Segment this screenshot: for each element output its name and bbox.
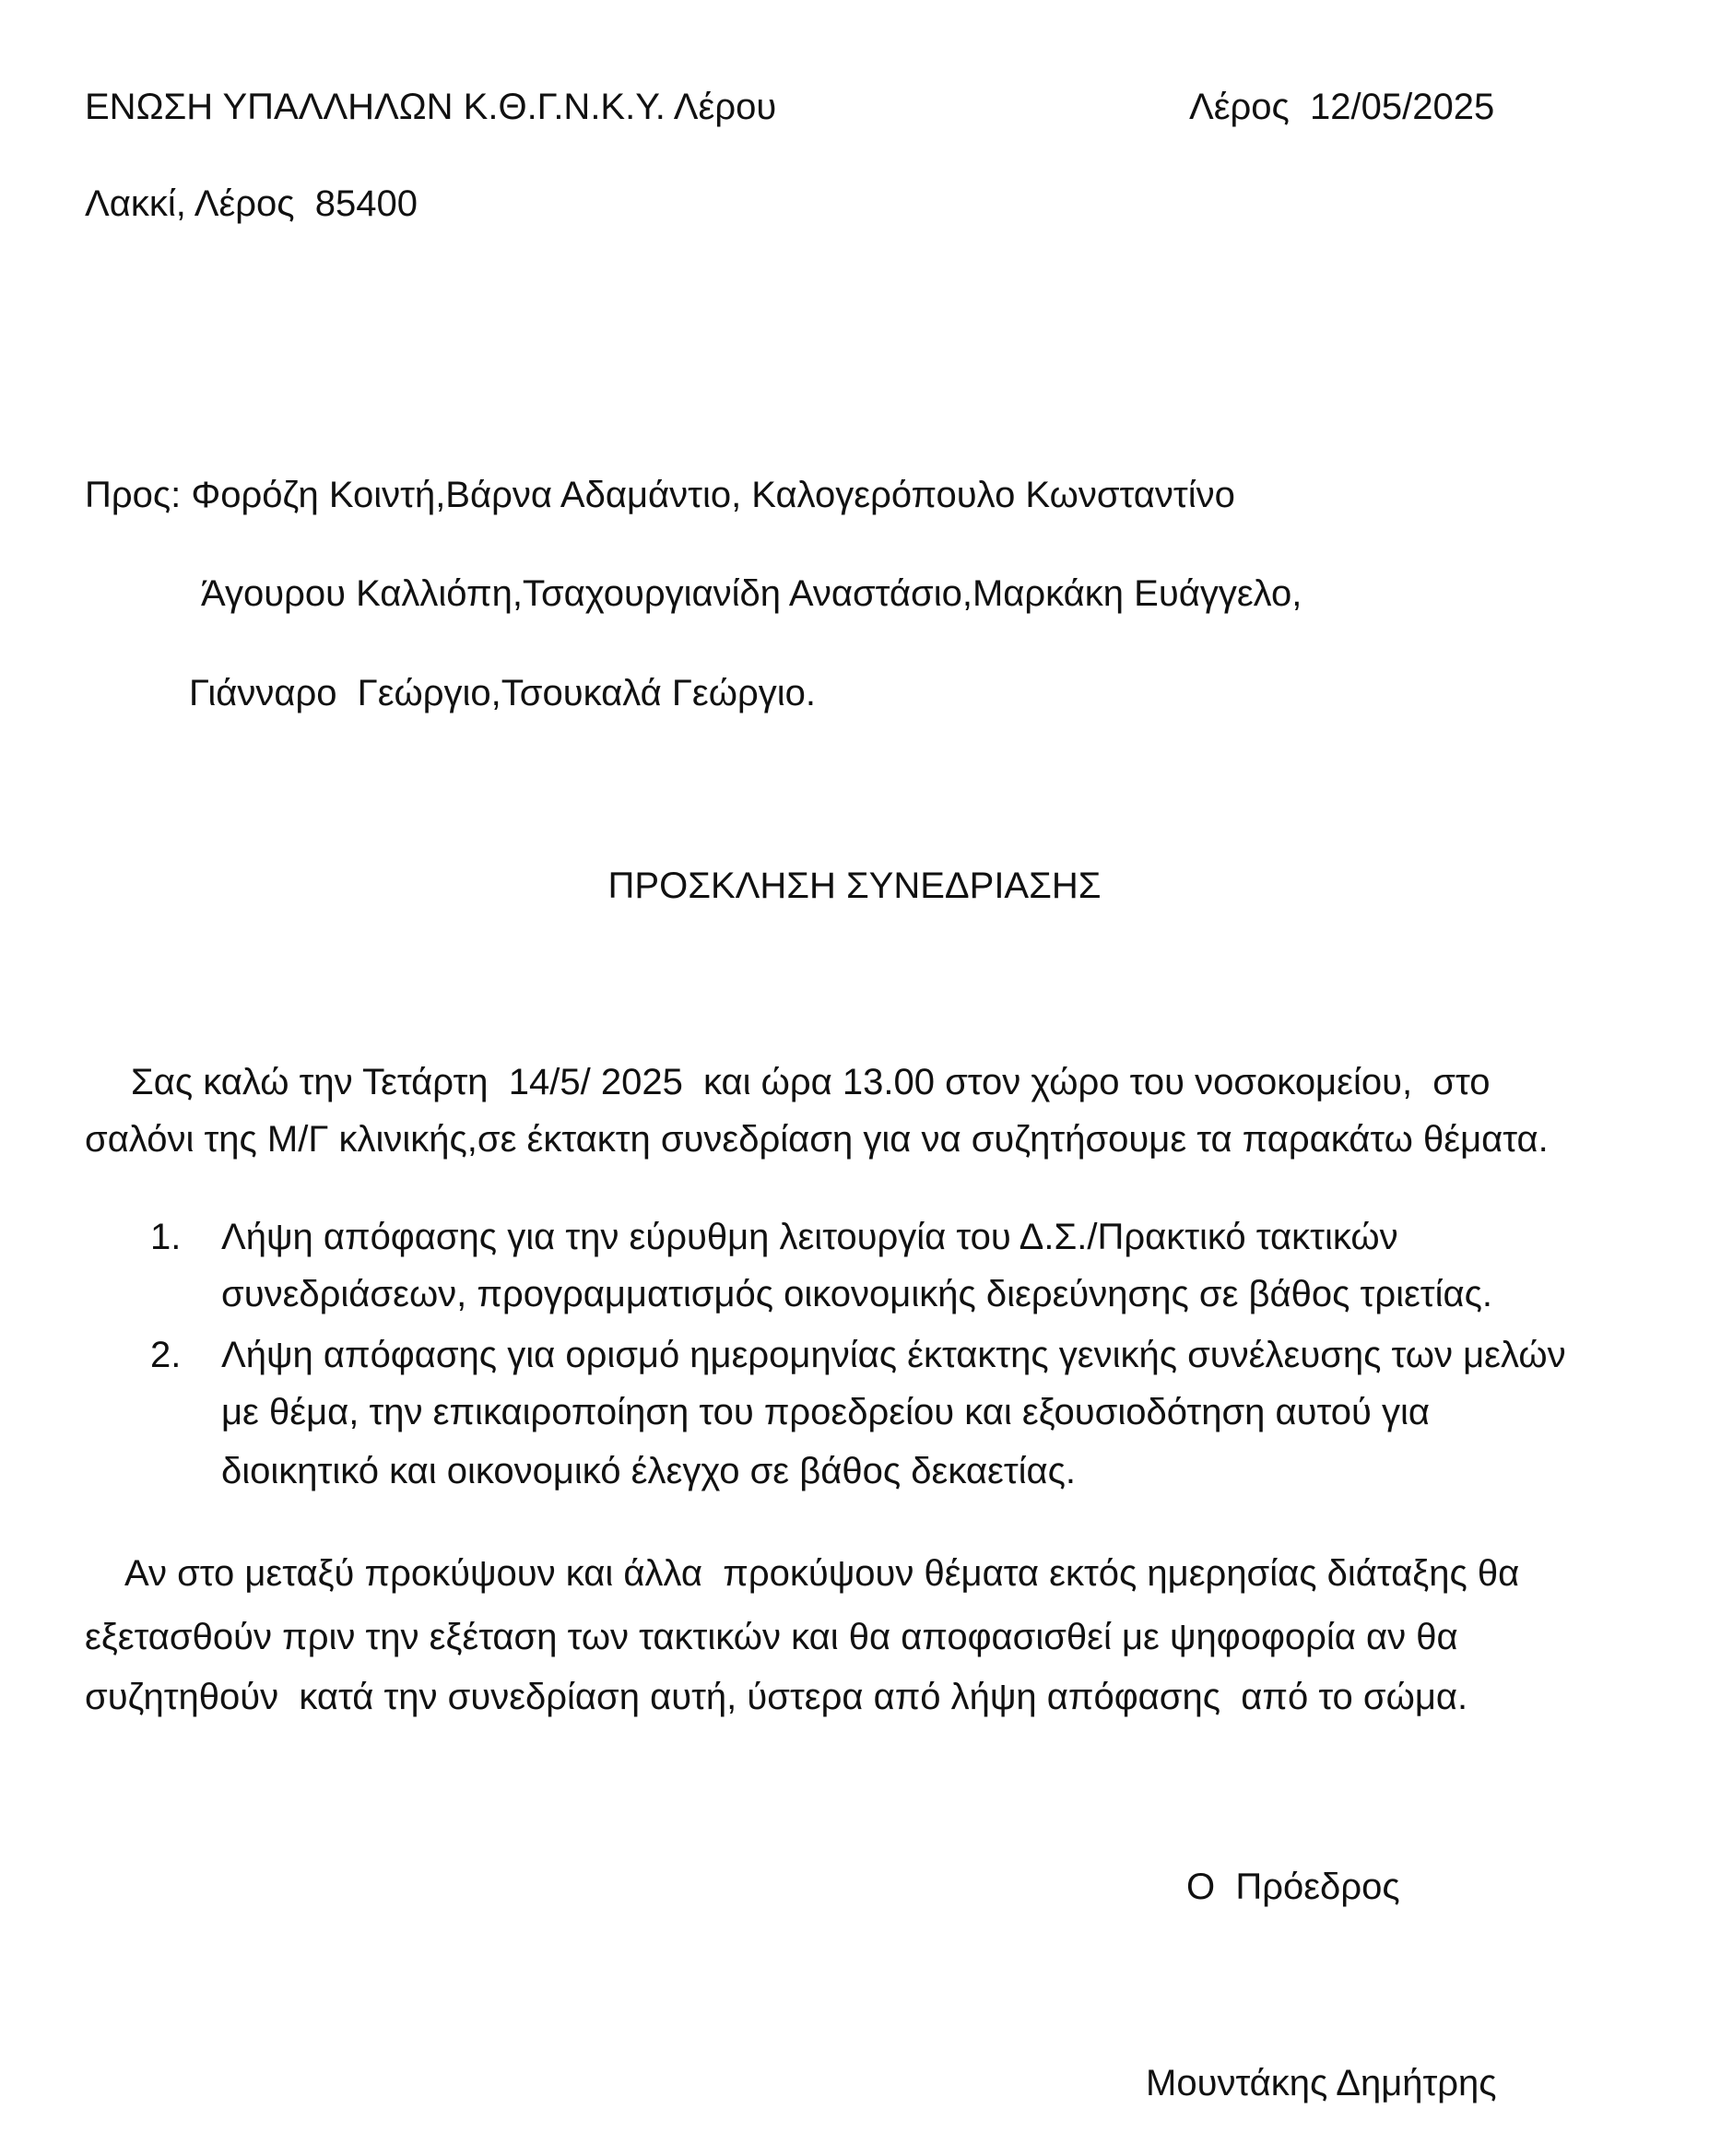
agenda-item-number: 2. bbox=[150, 1335, 182, 1375]
agenda-item-line: με θέμα, την επικαιροποίηση του προεδρείου και εξουσιοδότηση αυτού για bbox=[221, 1392, 1430, 1432]
signature-role: Ο Πρόεδρος bbox=[1186, 1867, 1400, 1907]
paragraph-line: εξετασθούν πριν την εξέταση των τακτικών και θα αποφασισθεί με ψηφοφορία αν θα bbox=[85, 1617, 1458, 1657]
recipients-line: Γιάνναρο Γεώργιο,Τσουκαλά Γεώργιο. bbox=[189, 673, 816, 713]
agenda-item-line: Λήψη απόφασης για ορισμό ημερομηνίας έκτακτης γενικής συνέλευσης των μελών bbox=[221, 1335, 1566, 1375]
paragraph-line: Αν στο μεταξύ προκύψουν και άλλα προκύψουν θέματα εκτός ημερησίας διάταξης θα bbox=[124, 1553, 1520, 1594]
agenda-item-line: συνεδριάσεων, προγραμματισμός οικονομικής διερεύνησης σε βάθος τριετίας. bbox=[221, 1274, 1493, 1314]
document-title: ΠΡΟΣΚΛΗΣΗ ΣΥΝΕΔΡΙΑΣΗΣ bbox=[607, 866, 1102, 906]
agenda-item-number: 1. bbox=[150, 1217, 182, 1257]
recipients-line: Προς: Φορόζη Κοιντή,Βάρνα Αδαμάντιο, Καλογερόπουλο Κωνσταντίνο bbox=[85, 475, 1235, 515]
paragraph-line: Σας καλώ την Τετάρτη 14/5/ 2025 και ώρα 13.00 στον χώρο του νοσοκομείου, στο bbox=[131, 1062, 1491, 1102]
agenda-item-line: διοικητικό και οικονομικό έλεγχο σε βάθος δεκαετίας. bbox=[221, 1451, 1077, 1491]
paragraph-line: συζητηθούν κατά την συνεδρίαση αυτή, ύστερα από λήψη απόφασης από το σώμα. bbox=[85, 1677, 1468, 1717]
signature-name: Μουντάκης Δημήτρης bbox=[1146, 2063, 1497, 2103]
agenda-item-line: Λήψη απόφασης για την εύρυθμη λειτουργία του Δ.Σ./Πρακτικό τακτικών bbox=[221, 1217, 1398, 1257]
letter-date: Λέρος 12/05/2025 bbox=[1189, 87, 1495, 127]
organization-address: Λακκί, Λέρος 85400 bbox=[85, 183, 418, 224]
paragraph-line: σαλόνι της Μ/Γ κλινικής,σε έκτακτη συνεδρίαση για να συζητήσουμε τα παρακάτω θέματα. bbox=[85, 1119, 1549, 1160]
recipients-line: Άγουρου Καλλιόπη,Τσαχουργιανίδη Αναστάσιο,Μαρκάκη Ευάγγελο, bbox=[201, 573, 1302, 614]
organization-name: ΕΝΩΣΗ ΥΠΑΛΛΗΛΩΝ Κ.Θ.Γ.Ν.Κ.Υ. Λέρου bbox=[85, 87, 777, 127]
